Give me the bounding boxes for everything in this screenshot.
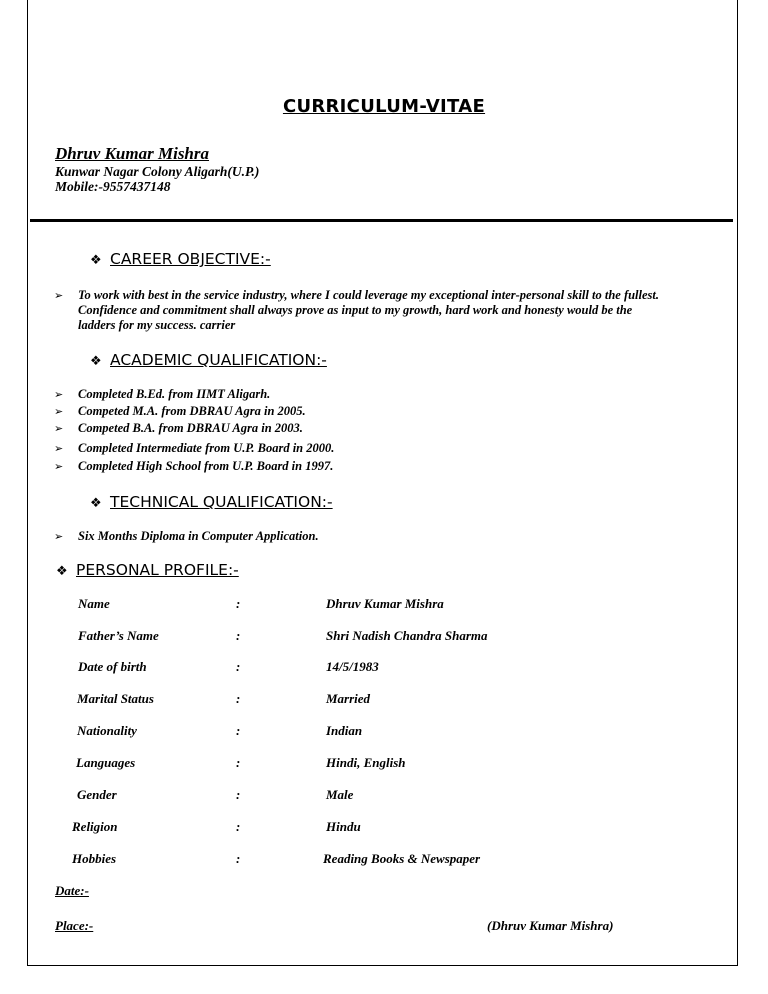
career-line-2: Confidence and commitment shall always prove as input to my growth, hard work and honesty would be the xyxy=(78,303,633,317)
profile-value-marital: Married xyxy=(326,691,371,706)
arrow-bullet-icon: ➢ xyxy=(54,388,64,401)
technical-heading-text: TECHNICAL QUALIFICATION:- xyxy=(110,493,333,511)
document-title: CURRICULUM-VITAE xyxy=(282,96,486,117)
profile-value-hobbies: Reading Books & Newspaper xyxy=(323,851,481,866)
diamond-star-icon: ❖ xyxy=(90,354,102,369)
academic-list-item: ➢ Competed M.A. from DBRAU Agra in 2005. xyxy=(54,404,306,418)
profile-value-name: Dhruv Kumar Mishra xyxy=(326,596,444,611)
profile-separator: : xyxy=(236,819,241,834)
profile-separator: : xyxy=(236,787,241,802)
personal-profile-heading xyxy=(56,561,239,579)
profile-label-father: Father’s Name xyxy=(78,628,159,643)
contact-block xyxy=(55,164,259,194)
profile-label-gender: Gender xyxy=(77,787,117,802)
profile-label-languages: Languages xyxy=(76,755,136,770)
career-line-1: To work with best in the service industry, where I could leverage my exceptional inter-personal skill to the fullest. xyxy=(78,288,660,302)
career-objective-text xyxy=(54,288,733,333)
arrow-bullet-icon: ➢ xyxy=(54,460,64,473)
profile-separator: : xyxy=(236,628,241,643)
profile-value-father: Shri Nadish Chandra Sharma xyxy=(326,628,488,643)
personal-profile-heading-text: PERSONAL PROFILE:- xyxy=(76,561,239,579)
profile-value-dob: 14/5/1983 xyxy=(326,659,379,674)
technical-heading xyxy=(90,493,333,511)
profile-separator: : xyxy=(236,596,241,611)
profile-label-nationality: Nationality xyxy=(77,723,137,738)
diamond-star-icon: ❖ xyxy=(90,253,102,268)
profile-value-languages: Hindi, English xyxy=(326,755,406,770)
place-label: Place:- xyxy=(55,918,94,933)
profile-value-religion: Hindu xyxy=(326,819,361,834)
header-divider xyxy=(30,219,733,222)
academic-list-item: ➢ Completed High School from U.P. Board in 1997. xyxy=(54,459,334,473)
career-objective-heading xyxy=(90,250,271,268)
profile-label-marital: Marital Status xyxy=(77,691,154,706)
candidate-name: Dhruv Kumar Mishra xyxy=(55,144,210,163)
profile-separator: : xyxy=(236,755,241,770)
profile-label-dob: Date of birth xyxy=(78,659,147,674)
career-objective-heading-text: CAREER OBJECTIVE:- xyxy=(110,250,271,268)
technical-list-item: ➢ Six Months Diploma in Computer Application. xyxy=(54,529,319,543)
academic-list-item: ➢ Completed Intermediate from U.P. Board in 2000. xyxy=(54,441,335,455)
profile-label-hobbies: Hobbies xyxy=(72,851,117,866)
profile-separator: : xyxy=(236,659,241,674)
profile-separator: : xyxy=(236,851,241,866)
academic-heading-text: ACADEMIC QUALIFICATION:- xyxy=(110,351,327,369)
diamond-star-icon: ❖ xyxy=(56,564,68,579)
profile-value-gender: Male xyxy=(326,787,354,802)
arrow-bullet-icon: ➢ xyxy=(54,442,64,455)
profile-label-religion: Religion xyxy=(72,819,118,834)
address-line: Kunwar Nagar Colony Aligarh(U.P.) xyxy=(55,164,260,179)
profile-separator: : xyxy=(236,691,241,706)
mobile-line: Mobile:-9557437148 xyxy=(55,179,171,194)
arrow-bullet-icon: ➢ xyxy=(54,530,64,543)
diamond-star-icon: ❖ xyxy=(90,496,102,511)
signature-name: (Dhruv Kumar Mishra) xyxy=(487,918,614,933)
profile-separator: : xyxy=(236,723,241,738)
date-label: Date:- xyxy=(55,883,89,898)
profile-value-nationality: Indian xyxy=(326,723,363,738)
arrow-bullet-icon: ➢ xyxy=(54,405,64,418)
arrow-bullet-icon: ➢ xyxy=(54,422,64,435)
profile-label-name: Name xyxy=(78,596,110,611)
career-line-3: ladders for my success. carrier xyxy=(78,318,236,332)
academic-list-item: ➢ Competed B.A. from DBRAU Agra in 2003. xyxy=(54,421,303,435)
academic-heading xyxy=(90,351,327,369)
academic-list-item: ➢ Completed B.Ed. from IIMT Aligarh. xyxy=(54,387,271,401)
arrow-bullet-icon: ➢ xyxy=(54,289,64,302)
